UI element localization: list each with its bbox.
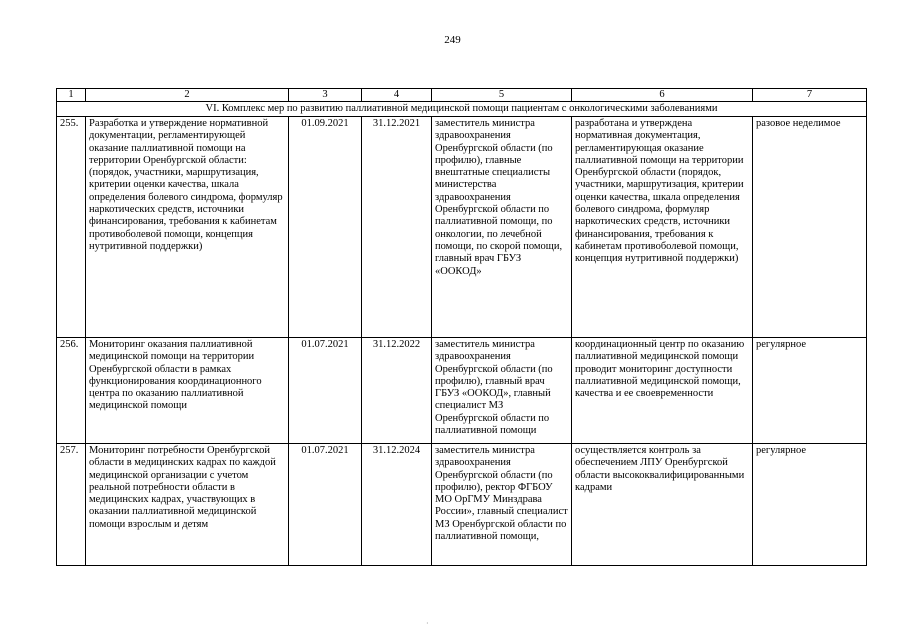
activity-cell: Мониторинг оказания паллиативной медицинской помощи на территории Оренбургской области в рамках функционирования координационного центра по оказанию паллиативной медицинской помощи [86,338,289,444]
table-row [57,444,867,566]
responsible-cell: заместитель министра здравоохранения Оренбургской области (по профилю), ректор ФГБОУ МО ОрГМУ Минздрава России», главный специалист МЗ Оренбургской области по паллиативной помощи, [432,444,572,566]
responsible-cell: заместитель министра здравоохранения Оренбургской области (по профилю), главный врач ГБУЗ «ООКОД», главный специалист МЗ Оренбургской области по паллиативной помощи [432,338,572,444]
type-cell: регулярное [753,444,867,566]
row-number: 257. [57,444,86,566]
start-date-cell: 01.07.2021 [289,338,362,444]
column-header: 1 [57,89,86,102]
responsible-cell: заместитель министра здравоохранения Оренбургской области (по профилю), главные внештатные специалисты министерства здравоохранения Оренбургской области по паллиативной помощи, по онкологии, по лечебной помощи, по скорой помощи, главный врач ГБУЗ «ООКОД» [432,117,572,338]
scan-artifact: · [426,619,429,628]
column-header: 6 [572,89,753,102]
table-row [57,117,867,338]
table-row [57,338,867,444]
column-header: 5 [432,89,572,102]
activity-cell: Мониторинг потребности Оренбургской области в медицинских кадрах по каждой медицинской организации с учетом реальной потребности области в медицинских кадрах, участвующих в оказании паллиативной медицинской помощи взрослым и детям [86,444,289,566]
result-cell: координационный центр по оказанию паллиативной медицинской помощи проводит мониторинг доступности паллиативной медицинской помощи, качества и ее своевременности [572,338,753,444]
column-number-row [57,89,867,102]
row-number: 256. [57,338,86,444]
start-date-cell: 01.09.2021 [289,117,362,338]
end-date-cell: 31.12.2022 [362,338,432,444]
section-row [57,102,867,117]
start-date-cell: 01.07.2021 [289,444,362,566]
column-header: 7 [753,89,867,102]
result-cell: разработана и утверждена нормативная документация, регламентирующая оказание паллиативной помощи на территории Оренбургской области (порядок, участники, маршрутизация, критерии оценки качества, шкала определения болевого синдрома, формуляр наркотических средств, источники финансирования, требования к кабинетам противоболевой помощи, концепция нутритивной поддержки) [572,117,753,338]
type-cell: разовое неделимое [753,117,867,338]
result-cell: осуществляется контроль за обеспечением ЛПУ Оренбургской области высококвалифицированными кадрами [572,444,753,566]
section-title: VI. Комплекс мер по развитию паллиативной медицинской помощи пациентам с онкологическими заболеваниями [57,102,867,117]
column-header: 3 [289,89,362,102]
page-number: 249 [444,34,461,46]
measures-table [56,88,867,566]
row-number: 255. [57,117,86,338]
type-cell: регулярное [753,338,867,444]
column-header: 4 [362,89,432,102]
end-date-cell: 31.12.2021 [362,117,432,338]
column-header: 2 [86,89,289,102]
activity-cell: Разработка и утверждение нормативной документации, регламентирующей оказание паллиативной помощи на территории Оренбургской области: (порядок, участники, маршрутизация, критерии оценки качества, шкала определения болевого синдрома, формуляр наркотических средств, источники финансирования, требования к кабинетам противоболевой помощи, концепция нутритивной поддержки) [86,117,289,338]
end-date-cell: 31.12.2024 [362,444,432,566]
